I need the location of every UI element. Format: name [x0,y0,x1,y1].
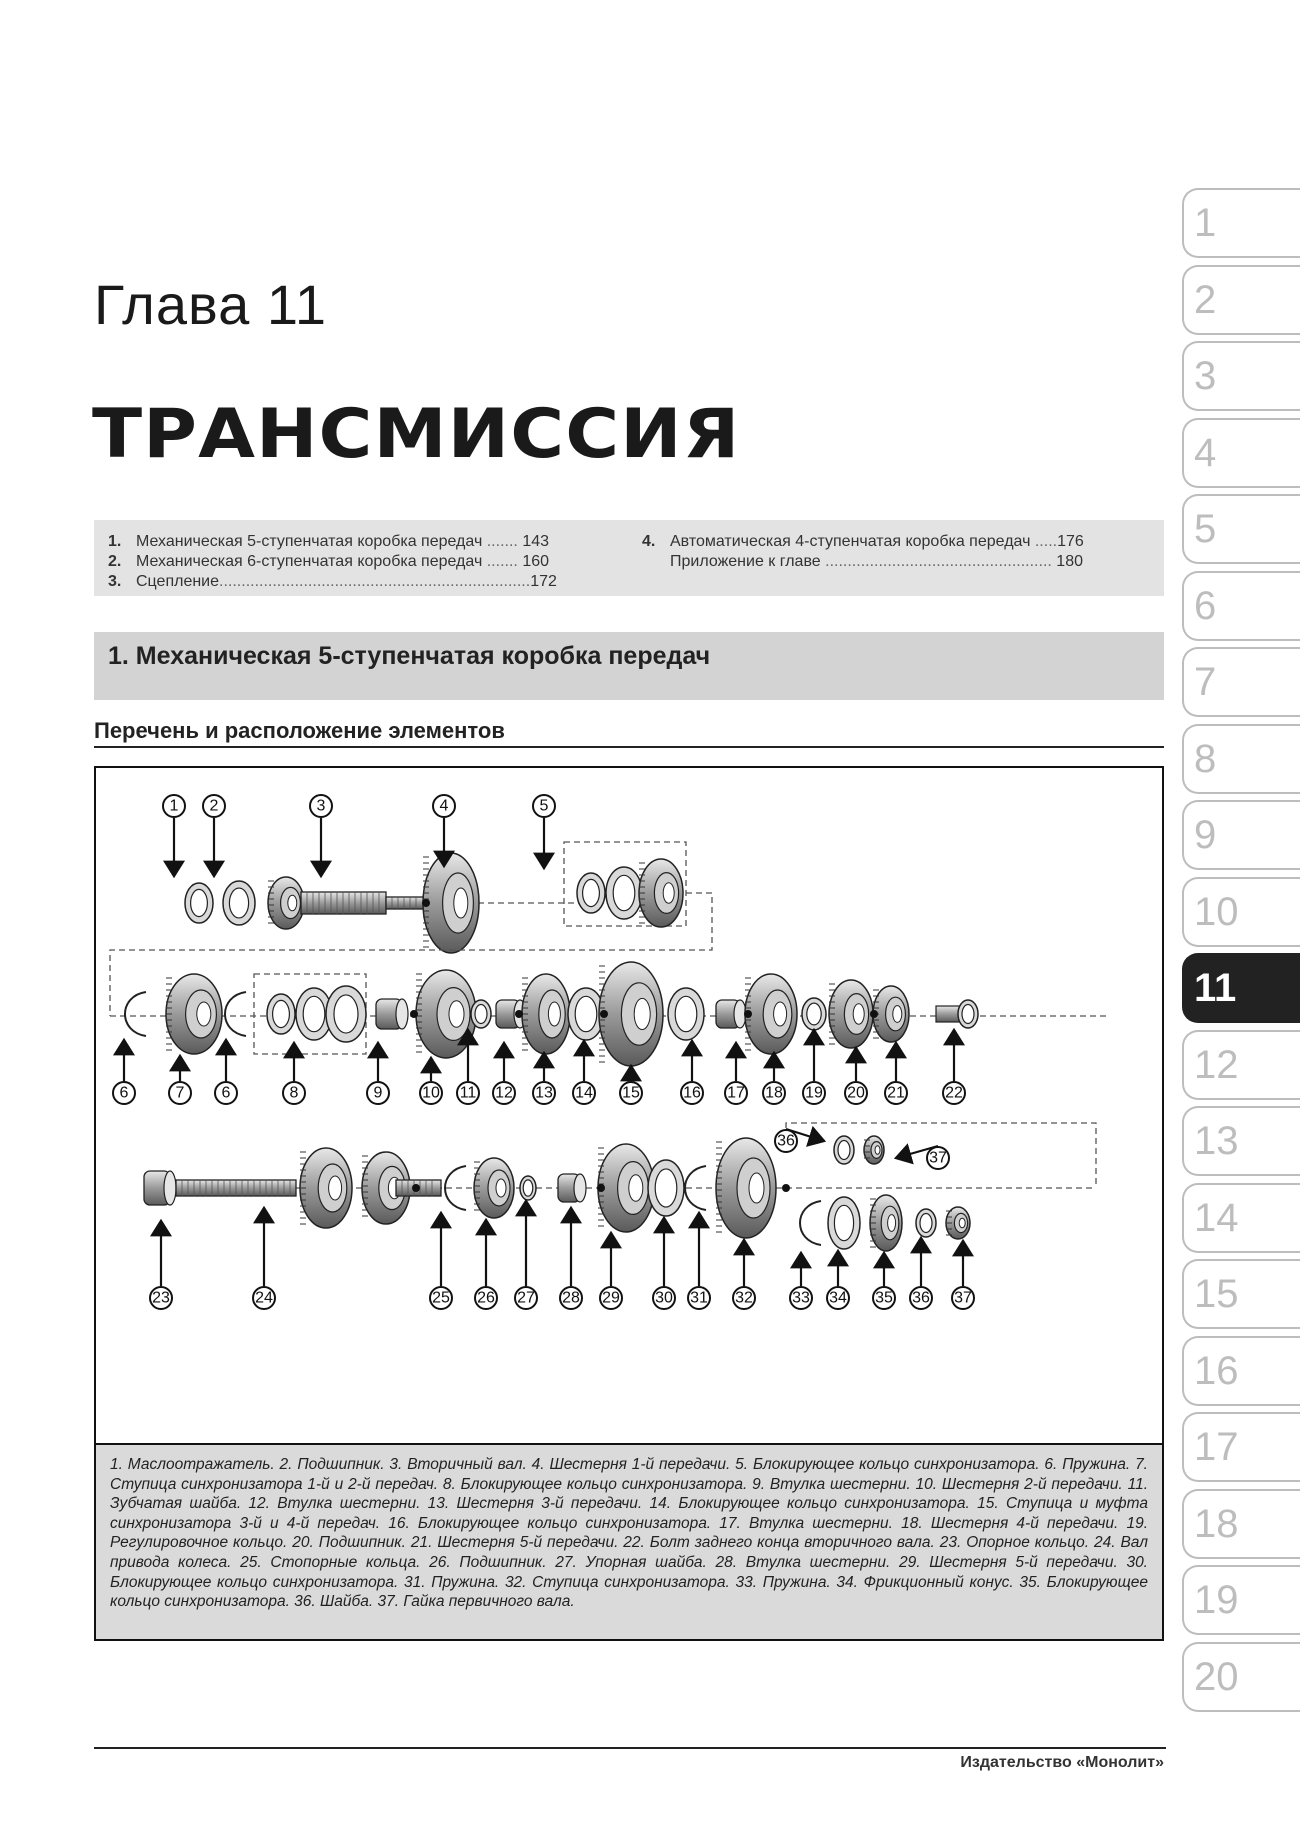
callout-7 [169,1056,191,1104]
chapter-tab-11[interactable]: 11 [1182,953,1300,1023]
contents-dots: ....... [486,553,518,570]
diagram-parts [110,842,1106,1251]
callout-34 [827,1251,849,1309]
chapter-tab-1[interactable]: 1 [1182,188,1300,258]
callout-36 [775,1129,824,1152]
callout-label: 10 [422,1084,440,1102]
callout-label: 23 [152,1289,170,1307]
gear-sleeve-28 [558,1174,586,1202]
callout-label: 29 [602,1289,620,1307]
callout-label: 17 [727,1084,745,1102]
section-header [94,632,1164,700]
contents-item[interactable] [642,552,1084,572]
chapter-tab-5[interactable]: 5 [1182,494,1300,564]
callout-label: 24 [255,1289,273,1307]
callout-29 [600,1233,622,1309]
footer-rule [94,1747,1166,1749]
callout-18 [763,1053,785,1104]
callout-label: 3 [316,797,326,815]
callout-27 [515,1201,537,1309]
callout-22 [943,1030,965,1104]
sync-ring-30 [648,1160,684,1216]
callout-label: 7 [175,1084,185,1102]
callout-6 [215,1040,237,1104]
figure-legend: 1. Маслоотражатель. 2. Подшипник. 3. Вторичный вал. 4. Шестерня 1-й передачи. 5. Блокирующее кольцо синхронизатора. 6. Пружина. 7. Ступица синхронизатора 1-й и 2-й передач. 8. Блокирующее кольцо синхронизатора. 9. Втулка шестерни. 10. Шестерня 2-й передачи. 11. Зубчатая шайба. 12. Втулка шестерни. 13. Шестерня 3-й передачи. 14. Блокирующее кольцо синхронизатора. 15. Ступица и муфта синхронизатора 3-й и 4-й передач. 16. Блокирующее кольцо синхронизатора. 17. Втулка шестерни. 18. Шестерня 4-й передачи. 19. Регулировочное кольцо. 20. Подшипник. 21. Шестерня 5-й передачи. 22. Болт заднего конца вторичного вала. 23. Опорное кольцо. 24. Вал привода колеса. 25. Стопорные кольца. 26. Подшипник. 27. Упорная шайба. 28. Втулка шестерни. 29. Шестерня 5-й передачи. 30. Блокирующее кольцо синхронизатора. 31. Пружина. 32. Ступица синхронизатора. 33. Пружина. 34. Фрикционный конус. 35. Блокирующее кольцо синхронизатора. 36. Шайба. 37. Гайка первичного вала. [96,1443,1162,1639]
callout-20 [845,1048,867,1104]
sync-hub-part [166,974,222,1054]
center-dot [870,1010,878,1018]
callout-label: 14 [575,1084,593,1102]
callout-label: 4 [439,797,449,815]
contents-num: 2. [108,553,122,570]
callout-label: 32 [735,1289,753,1307]
contents-item[interactable] [642,532,1084,552]
chapter-tab-17[interactable]: 17 [1182,1412,1300,1482]
output-shaft-part [301,892,386,914]
ring-part [577,873,605,913]
callout-label: 12 [495,1084,513,1102]
publisher: Издательство «Монолит» [960,1754,1164,1771]
ring-part [606,867,642,919]
gear-sleeve-9 [376,999,408,1029]
callout-label: 11 [459,1084,477,1102]
callout-19 [803,1030,825,1104]
callout-6 [113,1040,135,1104]
ring-part [326,986,366,1042]
contents-dots: ....... [486,533,518,550]
spring-33 [800,1201,821,1245]
callout-1 [163,795,185,876]
exploded-diagram [94,766,1164,1641]
contents-item[interactable] [108,552,557,572]
callout-label: 20 [847,1084,865,1102]
callout-36 [910,1238,932,1309]
bearing-20-part [829,980,873,1048]
contents-page: 172 [530,573,557,590]
callout-17 [725,1043,747,1104]
chapter-tab-4[interactable]: 4 [1182,418,1300,488]
callout-label: 2 [209,797,219,815]
callout-label: 15 [622,1084,640,1102]
contents-text: Механическая 6-ступенчатая коробка передач [136,553,483,570]
chapter-tab-12[interactable]: 12 [1182,1030,1300,1100]
chapter-tab-7[interactable]: 7 [1182,647,1300,717]
contents-col-right [642,532,1084,572]
chapter-tab-15[interactable]: 15 [1182,1259,1300,1329]
contents-dots: ................................................... [825,553,1052,570]
callout-23 [150,1221,172,1309]
callout-label: 25 [432,1289,450,1307]
callout-15 [620,1066,642,1104]
washer-36-top [834,1136,854,1164]
contents-col-left [108,532,557,592]
bearing-26-part [474,1158,514,1218]
contents-num: 3. [108,573,122,590]
chapter-tab-20[interactable]: 20 [1182,1642,1300,1712]
spring-part-6a [125,992,146,1036]
callout-label: 30 [655,1289,673,1307]
callout-2 [203,795,225,876]
contents-num: 4. [642,533,656,550]
callout-14 [573,1041,595,1104]
callout-9 [367,1043,389,1104]
callout-label: 33 [792,1289,810,1307]
contents-text: Сцепление [136,573,220,590]
center-dot [782,1184,790,1192]
section-title: 1. Механическая 5-ступенчатая коробка передач [108,642,711,670]
chapter-tab-13[interactable]: 13 [1182,1106,1300,1176]
chapter-tab-19[interactable]: 19 [1182,1565,1300,1635]
nut-37 [946,1207,970,1239]
callout-25 [430,1213,452,1309]
chapter-tab-3[interactable]: 3 [1182,341,1300,411]
callout-label: 21 [887,1084,905,1102]
callout-label: 6 [221,1084,231,1102]
callout-label: 19 [805,1084,823,1102]
callout-label: 31 [690,1289,708,1307]
callout-label: 36 [912,1289,930,1307]
callout-16 [681,1041,703,1104]
callout-13 [533,1053,555,1104]
callout-26 [475,1220,497,1309]
shaft-gear-part [268,877,304,929]
subsection-title: Перечень и расположение элементов [94,718,505,743]
ring-part [267,994,295,1034]
chapter-tab-6[interactable]: 6 [1182,571,1300,641]
fourth-gear-part [745,974,797,1054]
chapter-tab-8[interactable]: 8 [1182,724,1300,794]
subsection-rule [94,746,1164,748]
third-gear-part [522,974,570,1054]
bolt-head-part [958,1000,978,1028]
callout-30 [653,1218,675,1309]
callout-8 [283,1043,305,1104]
callout-31 [688,1213,710,1309]
callout-label: 34 [829,1289,847,1307]
fifth-gear-29-part [598,1144,654,1232]
contents-text: Механическая 5-ступенчатая коробка передач [136,533,483,550]
center-dot [744,1010,752,1018]
callout-label: 37 [929,1149,947,1167]
callout-5 [533,795,555,868]
chapter-title: ТРАНСМИССИЯ [92,395,741,474]
callout-35 [873,1253,895,1309]
nut-37-top [864,1136,884,1164]
callout-label: 6 [119,1084,129,1102]
oil-deflector-part [185,883,213,923]
callout-37 [896,1146,949,1169]
callout-28 [560,1208,582,1309]
diagram-canvas [96,768,1162,1443]
callout-24 [253,1208,275,1309]
callout-32 [733,1240,755,1309]
chapter-contents [94,520,1164,596]
contents-text: Приложение к главе [670,553,821,570]
fifth-gear-21-part [873,986,909,1042]
center-dot [515,1010,523,1018]
bearing-part [223,881,255,925]
contents-page: 180 [1056,553,1083,570]
sync-ring-35 [870,1195,902,1251]
contents-text: Автоматическая 4-ступенчатая коробка передач [670,533,1031,550]
contents-dots: ...................................................................... [219,573,531,590]
chapter-tab-9[interactable]: 9 [1182,800,1300,870]
callout-label: 8 [289,1084,299,1102]
callout-37 [952,1241,974,1309]
spring-part-6b [225,992,246,1036]
callout-label: 26 [477,1289,495,1307]
callout-label: 1 [169,797,179,815]
callout-21 [885,1043,907,1104]
center-dot [422,899,430,907]
sync-hub-34-part [599,962,663,1066]
callout-label: 36 [777,1132,795,1150]
chapter-tab-2[interactable]: 2 [1182,265,1300,335]
callout-label: 13 [535,1084,553,1102]
gear-part [639,859,683,927]
support-ring-23 [144,1171,176,1205]
contents-page: 143 [522,533,550,550]
adjust-ring-part [802,998,826,1030]
callout-label: 16 [683,1084,701,1102]
contents-item[interactable] [108,532,557,552]
callout-10 [420,1058,442,1104]
contents-num: 1. [108,533,122,550]
shaft-end-part [386,897,426,909]
sync-hub-32-part [716,1138,776,1238]
chapter-number: Глава 11 [94,273,327,336]
center-dot [410,1010,418,1018]
friction-cone-part [828,1197,860,1249]
thrust-washer-part [520,1176,536,1200]
callout-3 [310,795,332,876]
callout-label: 9 [373,1084,383,1102]
contents-page: 160 [522,553,550,570]
drive-shaft-gear-a [300,1148,352,1228]
callout-label: 37 [954,1289,972,1307]
callout-12 [493,1043,515,1104]
first-gear-part [423,853,479,953]
center-dot [412,1184,420,1192]
chapter-tab-18[interactable]: 18 [1182,1489,1300,1559]
callout-label: 28 [562,1289,580,1307]
center-dot [600,1010,608,1018]
callout-label: 35 [875,1289,893,1307]
contents-item[interactable] [108,572,557,592]
callout-33 [790,1253,812,1309]
sync-ring-16 [668,988,704,1040]
washer-36 [916,1209,936,1237]
gear-sleeve-17 [716,1000,746,1028]
contents-dots: ..... [1034,533,1058,550]
callout-label: 18 [765,1084,783,1102]
callout-label: 5 [539,797,549,815]
center-dot [597,1184,605,1192]
contents-page: 176 [1057,533,1084,550]
chapter-tab-10[interactable]: 10 [1182,877,1300,947]
callout-label: 22 [945,1084,963,1102]
tooth-washer-part [471,1000,491,1028]
chapter-tab-14[interactable]: 14 [1182,1183,1300,1253]
chapter-tab-16[interactable]: 16 [1182,1336,1300,1406]
drive-shaft-part [176,1180,296,1196]
callout-label: 27 [517,1289,535,1307]
